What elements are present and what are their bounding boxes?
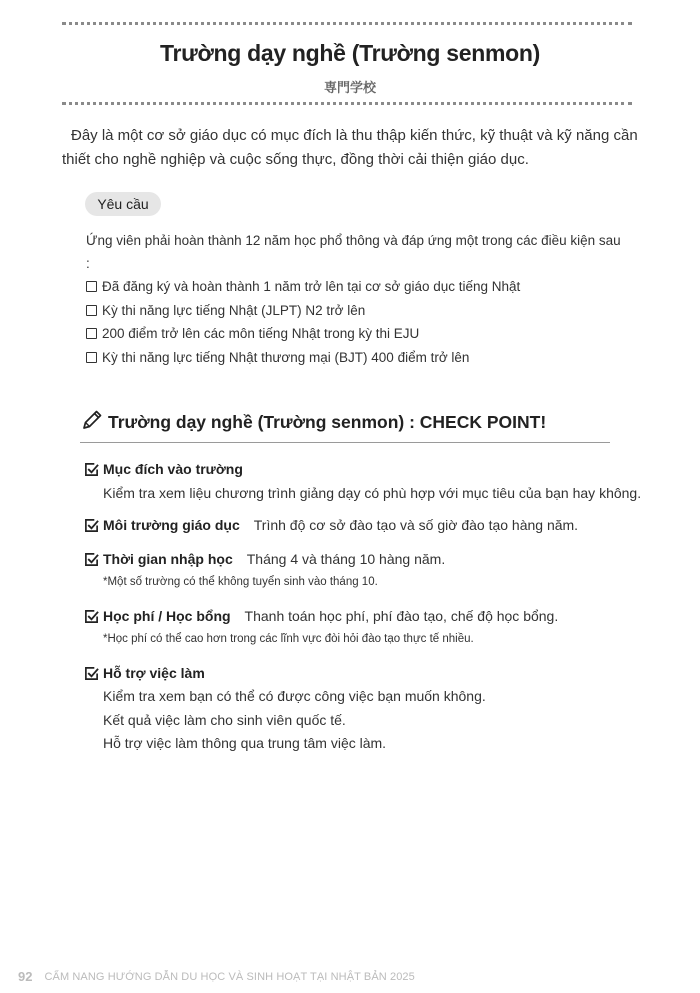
checkpoint-item	[84, 605, 644, 649]
bottom-dotted-divider	[62, 102, 632, 105]
checkbox-icon	[86, 352, 97, 363]
checkbox-icon	[86, 281, 97, 292]
checkpoint-line: Kiểm tra xem liệu chương trình giảng dạy có phù hợp với mục tiêu của bạn hay không.	[103, 485, 642, 501]
requirement-item: Đã đăng ký và hoàn thành 1 năm trở lên tại cơ sở giáo dục tiếng Nhật	[86, 275, 626, 299]
checkpoint-item	[84, 548, 644, 592]
checkpoint-description: Thanh toán học phí, phí đào tạo, chế độ học bổng.	[244, 608, 559, 624]
checkpoint-line: Kết quả việc làm cho sinh viên quốc tế.	[103, 711, 346, 728]
requirement-item: Kỳ thi năng lực tiếng Nhật (JLPT) N2 trở lên	[86, 299, 626, 323]
checkpoint-note: *Một số trường có thể không tuyển sinh vào tháng 10.	[103, 576, 378, 588]
top-dotted-divider	[62, 22, 632, 25]
checkbox-icon	[86, 305, 97, 316]
checkbox-icon	[86, 328, 97, 339]
pencil-icon	[80, 408, 104, 432]
footer-text: CẨM NANG HƯỚNG DẪN DU HỌC VÀ SINH HOẠT TẠI NHẬT BẢN 2025	[44, 970, 415, 983]
checkpoint-description: Tháng 4 và tháng 10 hàng năm.	[246, 551, 446, 567]
checkpoint-item	[84, 458, 644, 506]
page-number: 92	[18, 969, 33, 984]
checked-box-icon	[84, 552, 99, 567]
checkpoint-label: Học phí / Học bổng	[103, 608, 231, 624]
requirements-badge: Yêu cầu	[85, 192, 161, 216]
checkpoint-note: *Học phí có thể cao hơn trong các lĩnh vực đòi hỏi đào tạo thực tế nhiều.	[103, 633, 474, 645]
checkpoint-label: Mục đích vào trường	[103, 461, 243, 477]
requirements-list	[86, 275, 626, 369]
checkpoint-item	[84, 662, 644, 756]
requirements-text: Ứng viên phải hoàn thành 12 năm học phổ thông và đáp ứng một trong các điều kiện sau :	[86, 233, 621, 271]
page-footer	[18, 969, 415, 984]
page-subtitle: 専門学校	[323, 80, 376, 95]
checked-box-icon	[84, 609, 99, 624]
requirement-item: Kỳ thi năng lực tiếng Nhật thương mại (BJT) 400 điểm trở lên	[86, 346, 626, 370]
checked-box-icon	[84, 518, 99, 533]
checkpoint-label: Hỗ trợ việc làm	[103, 665, 205, 681]
checkpoint-label: Thời gian nhập học	[103, 551, 233, 567]
checkpoint-label: Môi trường giáo dục	[103, 517, 240, 533]
checkpoint-title: Trường dạy nghề (Trường senmon) : CHECK POINT!	[108, 412, 547, 432]
requirement-item: 200 điểm trở lên các môn tiếng Nhật trong kỳ thi EJU	[86, 322, 626, 346]
intro-paragraph: Đây là một cơ sở giáo dục có mục đích là thu thập kiến thức, kỹ thuật và kỹ năng cần thiết cho nghề nghiệp và cuộc sống thực, đồng thời cải thiện giáo dục.	[62, 127, 638, 168]
checkpoint-line: Hỗ trợ việc làm thông qua trung tâm việc làm.	[103, 735, 387, 751]
checkpoint-description: Trình độ cơ sở đào tạo và số giờ đào tạo hàng năm.	[253, 517, 579, 533]
checkpoint-heading	[80, 408, 610, 443]
checked-box-icon	[84, 666, 99, 681]
checkpoint-item	[84, 514, 644, 536]
checked-box-icon	[84, 462, 99, 477]
page-title: Trường dạy nghề (Trường senmon)	[159, 40, 540, 66]
checkpoint-line: Kiểm tra xem bạn có thể có được công việc bạn muốn không.	[103, 688, 486, 704]
